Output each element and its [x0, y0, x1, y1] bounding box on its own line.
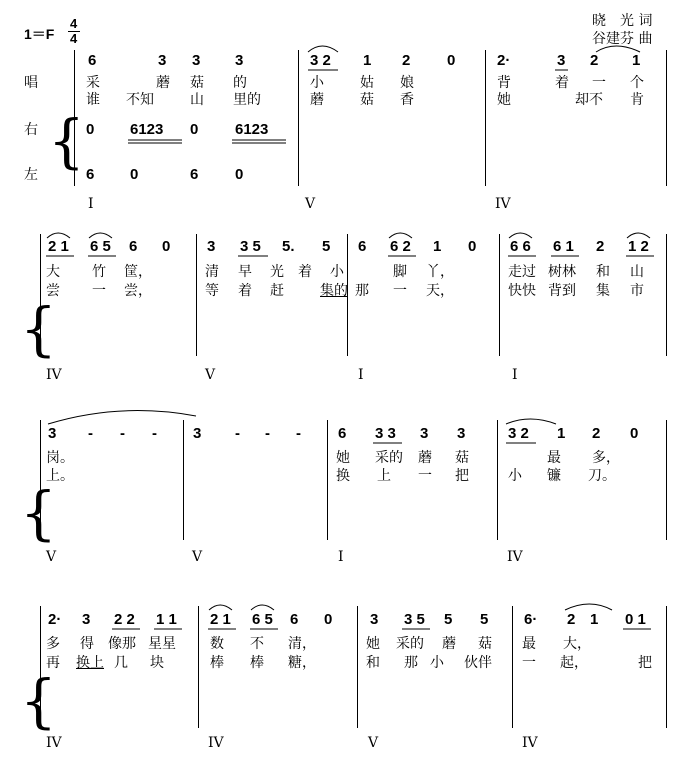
lyric: 她 [366, 636, 380, 652]
chord-label: IV [46, 367, 62, 383]
lyric: 菇 [478, 636, 492, 652]
lyric: 娘 [400, 75, 414, 91]
tie-mark [48, 411, 196, 424]
lyric: 集的 [320, 283, 348, 299]
piano-left-note: 6 [190, 166, 199, 183]
lyric: 菇 [360, 92, 374, 108]
slur-mark [565, 604, 612, 610]
lyric: 多， [592, 450, 620, 466]
note: 2 2 [114, 611, 135, 628]
note: 3 [193, 425, 202, 442]
note: 6 6 [510, 238, 531, 255]
piano-left-note: 0 [235, 166, 244, 183]
piano-left-note: 0 [130, 166, 139, 183]
lyric: 香 [400, 92, 414, 108]
lyric: 星星 [148, 636, 176, 652]
lyric: 换上 [76, 655, 104, 671]
lyric: 蘑 [442, 636, 456, 652]
lyricist-credit: 晓 光 词 [592, 13, 653, 29]
slur-mark [47, 233, 70, 238]
lyric: 得 [80, 636, 94, 652]
lyric: 背 [497, 75, 511, 91]
lyric: 和 [366, 655, 380, 671]
lyric: 棒 [250, 655, 264, 671]
lyric: 竹 [92, 264, 106, 280]
lyric: 再 [46, 655, 60, 671]
lyric: 里的 [233, 92, 261, 108]
note: 3 [82, 611, 91, 628]
lyric: 筐， [124, 264, 152, 280]
lyric: 和 [596, 264, 610, 280]
note: 1 2 [628, 238, 649, 255]
note: 5 [444, 611, 453, 628]
lyric: 集 [596, 283, 610, 299]
note: 1 [590, 611, 599, 628]
lyric: 菇 [455, 450, 469, 466]
lyric: 把 [638, 655, 652, 671]
note: - [235, 425, 240, 442]
chord-label: IV [522, 735, 538, 751]
slur-mark [209, 605, 232, 610]
lyric: 蘑 [310, 92, 324, 108]
lyric: 天， [426, 283, 454, 299]
note: 3 [207, 238, 216, 255]
label-left-hand: 左 [24, 167, 38, 183]
note: 3 [370, 611, 379, 628]
lyric: 大 [46, 264, 60, 280]
lyric: 大， [563, 636, 591, 652]
lyric: 早 [238, 264, 252, 280]
slur-mark [596, 46, 640, 52]
label-sing: 唱 [24, 75, 38, 91]
lyric: 等 [205, 283, 219, 299]
lyric: 采 [86, 75, 100, 91]
piano-right-note: 0 [190, 121, 199, 138]
note: - [120, 425, 125, 442]
lyric: 采的 [375, 450, 403, 466]
lyric: 不知 [126, 92, 154, 108]
lyric: 糖， [288, 655, 316, 671]
note: 2 1 [210, 611, 231, 628]
note: 2 [592, 425, 601, 442]
note: 6 1 [553, 238, 574, 255]
chord-label: I [338, 549, 344, 565]
note: 2 1 [48, 238, 69, 255]
note: 0 [162, 238, 171, 255]
lyric: 小 [310, 75, 324, 91]
slur-mark [627, 233, 650, 238]
lyric: 着 [238, 283, 252, 299]
lyric: 一 [418, 468, 432, 484]
lyric: 赶 [270, 283, 284, 299]
chord-label: V [305, 196, 316, 212]
lyric: 小 [430, 655, 444, 671]
slur-mark [506, 419, 556, 424]
piano-right-note: 6123 [235, 121, 269, 138]
note: 3 [235, 52, 244, 69]
piano-brace: { [20, 479, 57, 547]
lyric: 的 [233, 75, 247, 91]
note: 1 [557, 425, 566, 442]
lyric: 着 [555, 75, 569, 91]
note: 3 2 [310, 52, 331, 69]
lyric: 清， [288, 636, 316, 652]
note: 2 [567, 611, 576, 628]
note: 3 [557, 52, 566, 69]
lyric: 上 [377, 468, 391, 484]
time-signature-top: 4 [70, 16, 78, 31]
note: 0 [447, 52, 456, 69]
beam-lines [46, 70, 654, 629]
note: 6 5 [90, 238, 111, 255]
note: 0 [468, 238, 477, 255]
note: 6 [358, 238, 367, 255]
lyric: 走过 [508, 264, 536, 280]
chord-label: I [88, 196, 94, 212]
lyric: 小 [508, 468, 522, 484]
note: 3 [457, 425, 466, 442]
lyric: 丫， [426, 264, 454, 280]
chord-label: I [512, 367, 518, 383]
lyric: 肯 [630, 92, 644, 108]
note: 2· [48, 611, 62, 628]
note: 1 1 [156, 611, 177, 628]
note: 0 [324, 611, 333, 628]
lyric: 山 [630, 264, 644, 280]
piano-brace: { [20, 295, 57, 363]
lyric: 脚 [393, 264, 407, 280]
lyric: 个 [630, 75, 644, 91]
lyric: 背到 [548, 283, 576, 299]
lyric: 把 [455, 468, 469, 484]
note: 6· [524, 611, 538, 628]
lyric: 起， [560, 655, 588, 671]
note: 3 3 [375, 425, 396, 442]
lyric: 小 [330, 264, 344, 280]
lyric: 那 [404, 655, 418, 671]
lyric: 菇 [190, 75, 204, 91]
note: 0 [630, 425, 639, 442]
note: 1 [433, 238, 442, 255]
lyric: 树林 [548, 264, 576, 280]
piano-right-note: 0 [86, 121, 95, 138]
lyric: 一 [92, 283, 106, 299]
note: 0 1 [625, 611, 646, 628]
lyric: 她 [497, 92, 511, 108]
note: - [296, 425, 301, 442]
note: - [152, 425, 157, 442]
note: 5 [322, 238, 331, 255]
note: 6 5 [252, 611, 273, 628]
chord-label: V [368, 735, 379, 751]
note: - [265, 425, 270, 442]
note: 5 [480, 611, 489, 628]
composer-credit: 谷建芬 曲 [592, 31, 653, 47]
note: 3 [48, 425, 57, 442]
lyric: 数 [210, 636, 224, 652]
time-signature-bottom: 4 [70, 31, 78, 46]
key-signature: 1＝F [24, 26, 55, 42]
lyric: 尝 [46, 283, 60, 299]
lyric: 刀。 [588, 468, 616, 484]
note: 6 [338, 425, 347, 442]
lyric: 着 [298, 264, 312, 280]
chord-label: IV [46, 735, 62, 751]
lyric: 市 [630, 283, 644, 299]
chord-label: V [205, 367, 216, 383]
lyric: 尝， [124, 283, 152, 299]
lyric: 上。 [46, 468, 74, 484]
note: 3 5 [404, 611, 425, 628]
slur-mark [89, 233, 112, 238]
note: 5. [282, 238, 295, 255]
chord-label: IV [208, 735, 224, 751]
label-right-hand: 右 [24, 122, 38, 138]
lyric: 镰 [547, 468, 561, 484]
lyric: 一 [592, 75, 606, 91]
lyric: 最 [547, 450, 561, 466]
lyric: 清 [205, 264, 219, 280]
note: 6 [88, 52, 97, 69]
chord-label: I [358, 367, 364, 383]
lyric: 采的 [396, 636, 424, 652]
lyric: 棒 [210, 655, 224, 671]
note: 3 5 [240, 238, 261, 255]
chord-label: V [192, 549, 203, 565]
lyric: 那 [355, 283, 369, 299]
lyric: 蘑 [156, 75, 170, 91]
piano-brace: { [20, 667, 57, 735]
lyric: 一 [522, 655, 536, 671]
slur-mark [509, 233, 532, 238]
piano-left-note: 6 [86, 166, 95, 183]
lyric: 山 [190, 92, 204, 108]
slur-mark [251, 605, 274, 610]
note: 3 [158, 52, 167, 69]
note: 3 [420, 425, 429, 442]
note: 3 [192, 52, 201, 69]
note: 3 2 [508, 425, 529, 442]
lyric: 她 [336, 450, 350, 466]
note: 2 [590, 52, 599, 69]
lyric: 多 [46, 636, 60, 652]
lyric: 姑 [360, 75, 374, 91]
note: - [88, 425, 93, 442]
lyric: 却不 [575, 92, 603, 108]
note: 2· [497, 52, 511, 69]
note: 6 2 [390, 238, 411, 255]
lyric: 伙伴 [464, 655, 492, 671]
piano-brace: { [48, 107, 85, 175]
note: 2 [596, 238, 605, 255]
chord-label: V [46, 549, 57, 565]
chord-label: IV [495, 196, 511, 212]
lyric: 一 [393, 283, 407, 299]
lyric: 蘑 [418, 450, 432, 466]
lyric: 快快 [508, 283, 536, 299]
lyric: 最 [522, 636, 536, 652]
lyric: 块 [150, 655, 164, 671]
piano-right-note: 6123 [130, 121, 164, 138]
note: 1 [363, 52, 372, 69]
lyric: 岗。 [46, 450, 74, 466]
lyric: 不 [250, 636, 264, 652]
lyric: 像那 [108, 636, 136, 652]
note: 6 [290, 611, 299, 628]
note: 2 [402, 52, 411, 69]
lyric: 换 [336, 468, 350, 484]
slur-mark [308, 46, 338, 52]
lyric: 光 [270, 264, 284, 280]
lyric: 几 [114, 655, 128, 671]
note: 6 [129, 238, 138, 255]
lyric: 谁 [86, 92, 100, 108]
note: 1 [632, 52, 641, 69]
chord-label: IV [507, 549, 523, 565]
slur-mark [389, 233, 412, 238]
